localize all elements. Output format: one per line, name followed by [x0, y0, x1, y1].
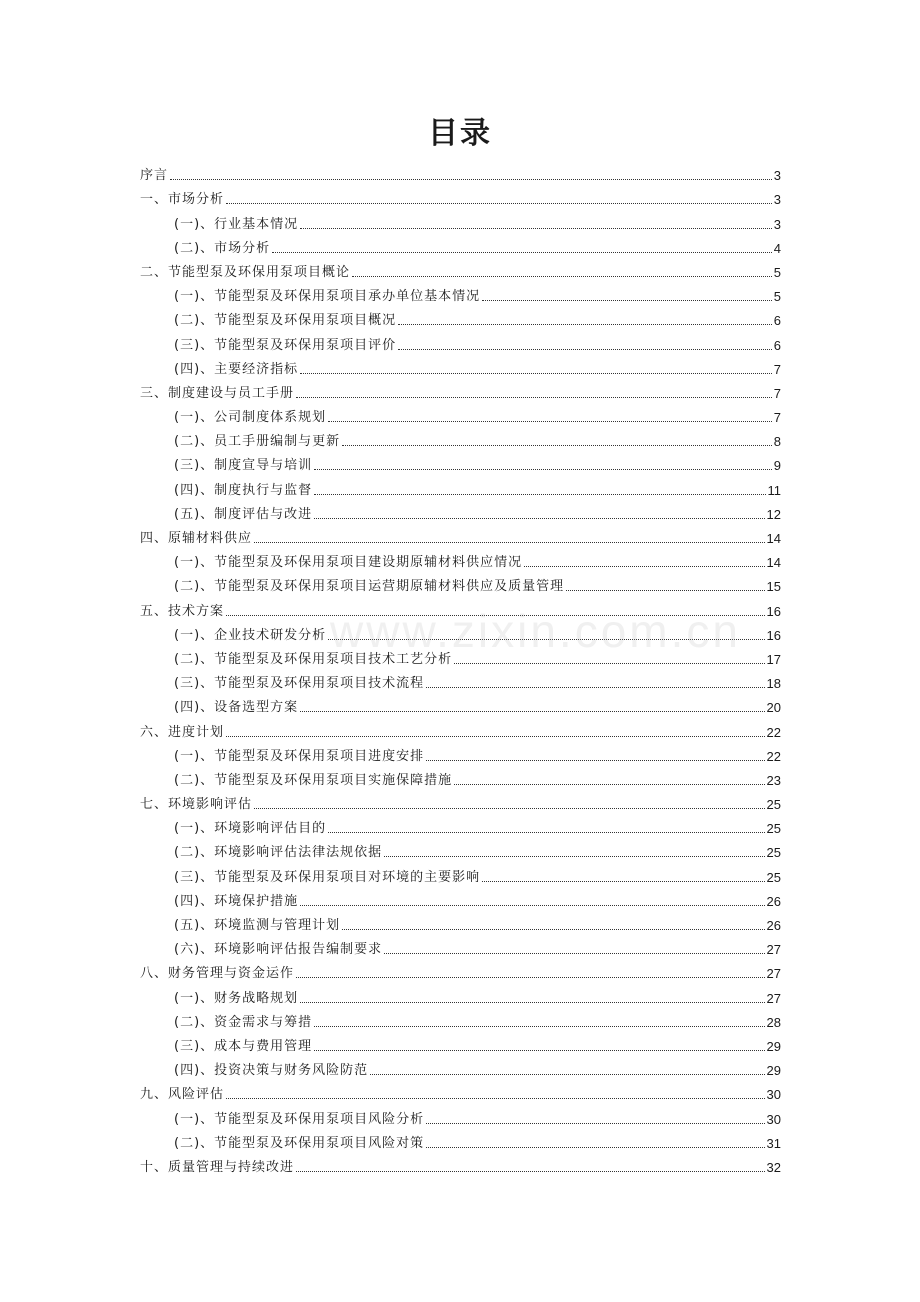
toc-section-entry[interactable] [140, 644, 781, 668]
toc-section-entry[interactable] [140, 861, 781, 885]
toc-dot-leader [272, 252, 772, 253]
toc-chapter-entry[interactable] [140, 523, 781, 547]
toc-entry-label: 二、节能型泵及环保用泵项目概论 [140, 264, 351, 280]
toc-entry-label: (二)、员工手册编制与更新 [174, 434, 341, 450]
toc-entry-label: (一)、节能型泵及环保用泵项目建设期原辅材料供应情况 [174, 555, 523, 571]
toc-chapter-entry[interactable] [140, 184, 781, 208]
toc-section-entry[interactable] [140, 402, 781, 426]
toc-dot-leader [342, 929, 764, 930]
toc-dot-leader [314, 1026, 764, 1027]
toc-entry-label: 六、进度计划 [140, 724, 225, 740]
toc-entry-label: (二)、环境影响评估法律法规依据 [174, 845, 383, 861]
toc-entry-label: (三)、节能型泵及环保用泵项目对环境的主要影响 [174, 869, 481, 885]
toc-entry-label: (二)、节能型泵及环保用泵项目风险对策 [174, 1135, 425, 1151]
toc-entry-label: (二)、节能型泵及环保用泵项目运营期原辅材料供应及质量管理 [174, 579, 565, 595]
toc-entry-label: (二)、节能型泵及环保用泵项目实施保障措施 [174, 772, 453, 788]
toc-page-number: 3 [773, 192, 781, 208]
toc-dot-leader [482, 881, 764, 882]
toc-entry-label: 三、制度建设与员工手册 [140, 385, 295, 401]
toc-entry-label: (一)、环境影响评估目的 [174, 821, 327, 837]
toc-section-entry[interactable] [140, 547, 781, 571]
toc-section-entry[interactable] [140, 910, 781, 934]
toc-section-entry[interactable] [140, 571, 781, 595]
toc-page-number: 4 [773, 240, 781, 256]
toc-chapter-entry[interactable] [140, 1079, 781, 1103]
toc-page-number: 32 [766, 1159, 781, 1175]
toc-page-number: 7 [773, 361, 781, 377]
toc-section-entry[interactable] [140, 813, 781, 837]
toc-page-number: 6 [773, 337, 781, 353]
toc-page-number: 3 [773, 216, 781, 232]
toc-dot-leader [328, 639, 764, 640]
toc-page-number: 28 [766, 1014, 781, 1030]
toc-dot-leader [300, 373, 772, 374]
toc-dot-leader [300, 711, 764, 712]
toc-section-entry[interactable] [140, 426, 781, 450]
toc-page-number: 29 [766, 1063, 781, 1079]
toc-page-number: 12 [766, 506, 781, 522]
toc-section-entry[interactable] [140, 450, 781, 474]
toc-dot-leader [226, 736, 765, 737]
toc-page-number: 18 [766, 676, 781, 692]
toc-entry-label: (三)、成本与费用管理 [174, 1038, 313, 1054]
page-title: 目录 [428, 116, 492, 151]
toc-entry-label: (三)、节能型泵及环保用泵项目技术流程 [174, 676, 425, 692]
toc-page-number: 30 [766, 1087, 781, 1103]
toc-page-number: 30 [766, 1111, 781, 1127]
toc-section-entry[interactable] [140, 934, 781, 958]
toc-entry-label: (一)、节能型泵及环保用泵项目承办单位基本情况 [174, 289, 481, 305]
toc-dot-leader [296, 1171, 765, 1172]
toc-section-entry[interactable] [140, 886, 781, 910]
toc-dot-leader [426, 687, 764, 688]
toc-entry-label: (一)、公司制度体系规划 [174, 410, 327, 426]
toc-section-entry[interactable] [140, 208, 781, 232]
toc-entry-label: 七、环境影响评估 [140, 797, 253, 813]
toc-entry-label: (一)、企业技术研发分析 [174, 627, 327, 643]
toc-entry-label: (四)、制度执行与监督 [174, 482, 313, 498]
toc-entry-label: (一)、财务战略规划 [174, 990, 299, 1006]
toc-section-entry[interactable] [140, 692, 781, 716]
toc-section-entry[interactable] [140, 1031, 781, 1055]
toc-dot-leader [384, 953, 764, 954]
toc-page-number: 27 [766, 942, 781, 958]
toc-entry-label: (四)、主要经济指标 [174, 361, 299, 377]
toc-dot-leader [300, 228, 772, 229]
toc-section-entry[interactable] [140, 329, 781, 353]
toc-entry-label: (五)、制度评估与改进 [174, 506, 313, 522]
toc-dot-leader [426, 760, 764, 761]
toc-page-number: 9 [773, 458, 781, 474]
toc-dot-leader [226, 203, 772, 204]
toc-page-number: 26 [766, 918, 781, 933]
toc-section-entry[interactable] [140, 499, 781, 523]
toc-section-entry[interactable] [140, 233, 781, 257]
toc-entry-label: (二)、资金需求与筹措 [174, 1014, 313, 1030]
toc-entry-label: (二)、节能型泵及环保用泵项目技术工艺分析 [174, 651, 453, 667]
toc-entry-label: (五)、环境监测与管理计划 [174, 918, 341, 933]
toc-dot-leader [226, 1098, 765, 1099]
toc-chapter-entry[interactable] [140, 789, 781, 813]
toc-page-number: 7 [773, 410, 781, 426]
toc-page-number: 25 [766, 869, 781, 885]
toc-section-entry[interactable] [140, 1128, 781, 1152]
toc-section-entry[interactable] [140, 281, 781, 305]
toc-dot-leader [254, 542, 765, 543]
toc-dot-leader [300, 905, 764, 906]
toc-dot-leader [300, 1002, 764, 1003]
toc-section-entry[interactable] [140, 620, 781, 644]
toc-chapter-entry[interactable] [140, 716, 781, 740]
toc-entry-label: 四、原辅材料供应 [140, 531, 253, 546]
toc-entry-label: 十、质量管理与持续改进 [140, 1159, 295, 1175]
toc-dot-leader [482, 300, 772, 301]
toc-section-entry[interactable] [140, 668, 781, 692]
toc-entry-label: (一)、节能型泵及环保用泵项目进度安排 [174, 748, 425, 764]
toc-page-number: 14 [766, 555, 781, 571]
toc-dot-leader [296, 397, 772, 398]
toc-section-entry[interactable] [140, 837, 781, 861]
toc-dot-leader [370, 1074, 764, 1075]
table-of-contents [140, 160, 781, 1176]
toc-dot-leader [454, 784, 764, 785]
toc-page-number: 29 [766, 1038, 781, 1054]
toc-entry-label: 八、财务管理与资金运作 [140, 966, 295, 982]
toc-chapter-entry[interactable] [140, 595, 781, 619]
toc-page-number: 26 [766, 893, 781, 909]
toc-entry-label: 九、风险评估 [140, 1087, 225, 1103]
toc-page-number: 31 [766, 1135, 781, 1151]
toc-dot-leader [254, 808, 765, 809]
toc-dot-leader [296, 977, 765, 978]
toc-entry-label: (二)、市场分析 [174, 240, 271, 256]
toc-entry-label: (三)、制度宣导与培训 [174, 458, 313, 474]
toc-chapter-entry[interactable] [140, 160, 781, 184]
toc-section-entry[interactable] [140, 1055, 781, 1079]
toc-dot-leader [352, 276, 772, 277]
toc-section-entry[interactable] [140, 765, 781, 789]
toc-page-number: 7 [773, 385, 781, 401]
toc-entry-label: 一、市场分析 [140, 192, 225, 208]
toc-dot-leader [314, 494, 765, 495]
toc-dot-leader [314, 469, 772, 470]
toc-page-number: 22 [766, 724, 781, 740]
toc-entry-label: (一)、行业基本情况 [174, 216, 299, 232]
toc-dot-leader [314, 1050, 764, 1051]
toc-page-number: 20 [766, 700, 781, 716]
toc-page-number: 11 [767, 482, 781, 498]
toc-chapter-entry[interactable] [140, 958, 781, 982]
toc-dot-leader [426, 1147, 764, 1148]
toc-section-entry[interactable] [140, 305, 781, 329]
toc-page-number: 22 [766, 748, 781, 764]
toc-page-number: 23 [766, 772, 781, 788]
toc-page-number: 3 [773, 168, 781, 184]
toc-page-number: 14 [766, 531, 781, 546]
toc-dot-leader [426, 1123, 764, 1124]
toc-dot-leader [342, 445, 772, 446]
toc-section-entry[interactable] [140, 354, 781, 378]
toc-entry-label: (一)、节能型泵及环保用泵项目风险分析 [174, 1111, 425, 1127]
toc-dot-leader [566, 590, 764, 591]
toc-dot-leader [384, 856, 764, 857]
toc-entry-label: (四)、设备选型方案 [174, 700, 299, 716]
toc-page-number: 5 [773, 264, 781, 280]
toc-entry-label: 序言 [140, 168, 169, 184]
toc-page-number: 15 [766, 579, 781, 595]
toc-dot-leader [454, 663, 764, 664]
toc-dot-leader [398, 349, 772, 350]
toc-dot-leader [226, 615, 765, 616]
toc-page-number: 27 [766, 990, 781, 1006]
toc-page-number: 5 [773, 289, 781, 305]
toc-page-number: 16 [766, 627, 781, 643]
toc-entry-label: (二)、节能型泵及环保用泵项目概况 [174, 313, 397, 329]
toc-chapter-entry[interactable] [140, 378, 781, 402]
toc-entry-label: (三)、节能型泵及环保用泵项目评价 [174, 337, 397, 353]
watermark: www.zixin.com.cn [330, 605, 741, 657]
toc-dot-leader [328, 832, 764, 833]
toc-page-number: 6 [773, 313, 781, 329]
toc-dot-leader [398, 324, 772, 325]
toc-entry-label: (四)、环境保护措施 [174, 893, 299, 909]
toc-dot-leader [328, 421, 772, 422]
toc-section-entry[interactable] [140, 741, 781, 765]
toc-page-number: 8 [773, 434, 781, 450]
toc-page-number: 17 [766, 651, 781, 667]
toc-page-number: 25 [766, 845, 781, 861]
toc-chapter-entry[interactable] [140, 1152, 781, 1176]
toc-page-number: 16 [766, 603, 781, 619]
toc-dot-leader [170, 179, 772, 180]
toc-page-number: 25 [766, 797, 781, 813]
toc-entry-label: (四)、投资决策与财务风险防范 [174, 1063, 369, 1079]
toc-page-number: 27 [766, 966, 781, 982]
toc-section-entry[interactable] [140, 474, 781, 498]
toc-page-number: 25 [766, 821, 781, 837]
toc-dot-leader [524, 566, 764, 567]
toc-entry-label: 五、技术方案 [140, 603, 225, 619]
toc-chapter-entry[interactable] [140, 257, 781, 281]
toc-section-entry[interactable] [140, 1007, 781, 1031]
toc-section-entry[interactable] [140, 982, 781, 1006]
toc-dot-leader [314, 518, 764, 519]
toc-entry-label: (六)、环境影响评估报告编制要求 [174, 942, 383, 958]
toc-section-entry[interactable] [140, 1103, 781, 1127]
